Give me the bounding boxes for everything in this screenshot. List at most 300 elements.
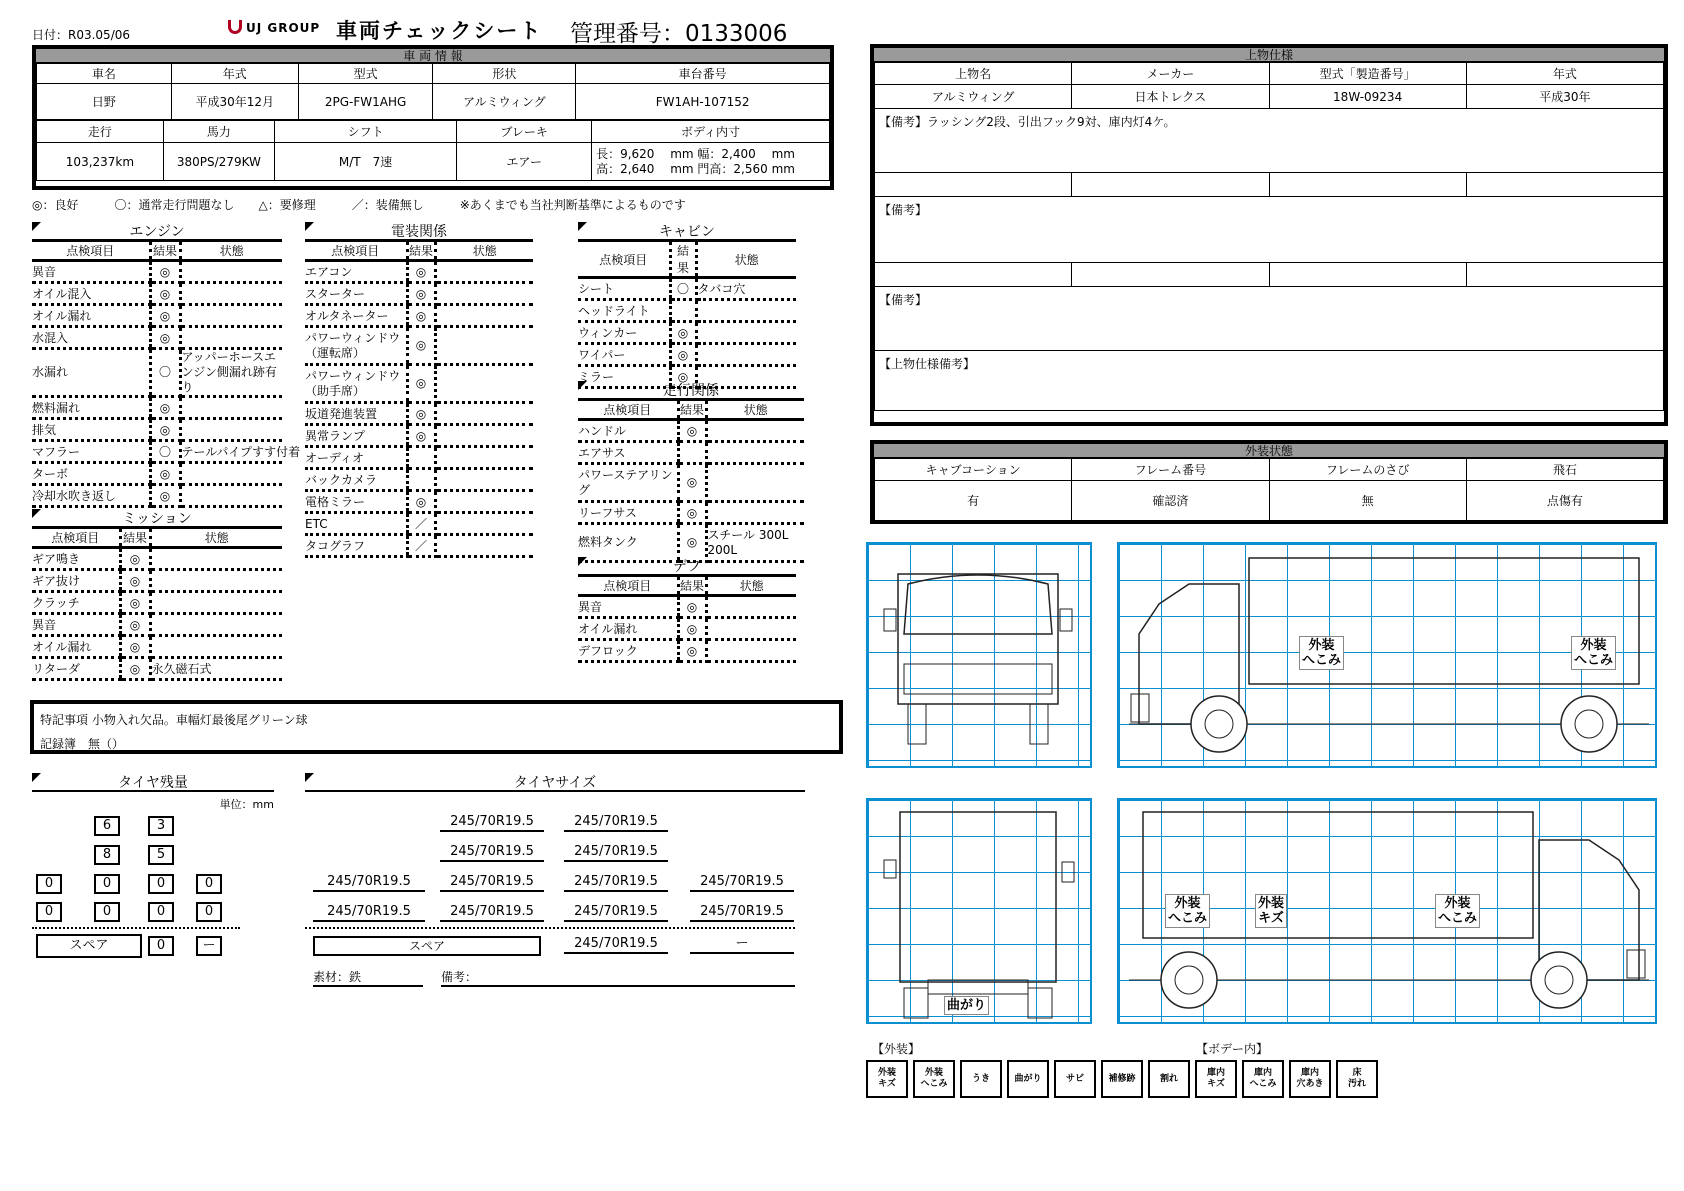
exterior-panel (870, 440, 1668, 524)
vehicle-info-band: 車 両 情 報 (36, 49, 830, 63)
col-state: 状態 (706, 400, 804, 420)
date-label: 日付：R03.05/06 (32, 28, 131, 42)
check-state (435, 513, 533, 535)
vehicle-value: 103,237km (37, 143, 164, 181)
tyre-size: 245/70R19.5 (690, 904, 794, 922)
mission-section (32, 508, 282, 681)
tyre-size: 245/70R19.5 (440, 814, 544, 832)
check-result: ◎ (120, 548, 150, 570)
check-result: 〇 (150, 349, 180, 397)
check-item: ウィンカー (578, 322, 670, 344)
section-title: エンジン (129, 224, 185, 240)
check-item: マフラー (32, 441, 150, 463)
vehicle-value: 日野 (37, 84, 172, 120)
check-state (180, 261, 282, 283)
damage-marker: 外装 へこみ (1299, 636, 1344, 670)
vehicle-header: 車台番号 (576, 64, 830, 84)
spare-depth: ー (196, 936, 222, 956)
spare-depth: 0 (148, 936, 174, 956)
tyre-size-divider (305, 927, 795, 929)
check-result: ◎ (678, 640, 706, 662)
vehicle-value: エアー (457, 143, 592, 181)
vehicle-info-panel (32, 45, 834, 190)
body-spec-table (874, 62, 1664, 411)
truck-front-diagram (866, 542, 1092, 768)
check-item: オーディオ (305, 447, 407, 469)
check-state (706, 442, 804, 464)
body-key-label: 【ボデー内】 (1196, 1042, 1269, 1056)
check-row (305, 305, 533, 327)
check-result: ／ (407, 513, 435, 535)
check-row (32, 485, 282, 507)
body-note: 【備考】ラッシング2段、引出フック9対、庫内灯4ケ。 (875, 109, 1664, 173)
check-row (305, 403, 533, 425)
check-row (32, 548, 282, 570)
check-result (670, 300, 696, 322)
col-item: 点検項目 (578, 241, 670, 278)
page-title: 車両チェックシート (336, 19, 543, 43)
check-item: ターボ (32, 463, 150, 485)
check-row (305, 469, 533, 491)
check-result: ◎ (678, 502, 706, 524)
damage-marker: 外装 へこみ (1571, 636, 1616, 670)
damage-key-box: 曲がり (1007, 1060, 1049, 1098)
check-item: ヘッドライト (578, 300, 670, 322)
truck-right-diagram (1117, 798, 1657, 1024)
check-row (305, 535, 533, 557)
damage-key-box: 外装 キズ (866, 1060, 908, 1098)
col-result: 結果 (670, 241, 696, 278)
truck-rear-drawing (868, 800, 1094, 1026)
vehicle-header: 年式 (171, 64, 298, 84)
check-state (180, 463, 282, 485)
vehicle-info-table-2 (36, 120, 830, 181)
body-spec-header: 型式「製造番号」 (1269, 63, 1466, 85)
check-item: デフロック (578, 640, 678, 662)
check-state (150, 548, 282, 570)
check-result: ◎ (120, 570, 150, 592)
check-item: パワーウィンドウ（運転席） (305, 327, 407, 365)
check-item: シート (578, 278, 670, 300)
tyre-size: 245/70R19.5 (564, 874, 668, 892)
check-result: ◎ (407, 327, 435, 365)
check-row (32, 570, 282, 592)
check-result: ◎ (150, 485, 180, 507)
tyre-size: 245/70R19.5 (440, 874, 544, 892)
check-state (435, 283, 533, 305)
section-title: ミッション (122, 511, 192, 527)
check-state (150, 636, 282, 658)
tyre-size: 245/70R19.5 (564, 844, 668, 862)
col-result: 結果 (678, 400, 706, 420)
empty-cell (1072, 173, 1269, 197)
col-state: 状態 (435, 241, 533, 261)
body-spec-value: 平成30年 (1466, 85, 1663, 109)
check-row (32, 614, 282, 636)
col-result: 結果 (120, 528, 150, 548)
check-result: ◎ (678, 618, 706, 640)
check-state (696, 322, 796, 344)
check-result: ◎ (678, 524, 706, 562)
col-item: 点検項目 (578, 576, 678, 596)
tyre-depth: 0 (94, 902, 120, 922)
check-item: オイル漏れ (578, 618, 678, 640)
check-item: オルタネーター (305, 305, 407, 327)
check-row (578, 344, 796, 366)
damage-key-box: 庫内 へこみ (1242, 1060, 1284, 1098)
tyre-depth: 0 (36, 902, 62, 922)
check-row (578, 420, 804, 442)
check-row (578, 502, 804, 524)
truck-front-drawing (868, 544, 1094, 770)
check-state (706, 640, 796, 662)
vehicle-value: 380PS/279KW (163, 143, 274, 181)
check-item: 冷却水吹き返し (32, 485, 150, 507)
body-spec-value: 日本トレクス (1072, 85, 1269, 109)
empty-cell (1072, 263, 1269, 287)
vehicle-value: アルミウィング (433, 84, 576, 120)
check-row (305, 261, 533, 283)
check-result: ◎ (407, 283, 435, 305)
logo-text: UJ GROUP (246, 21, 321, 35)
check-result: ◎ (407, 425, 435, 447)
check-row (305, 425, 533, 447)
col-result: 結果 (678, 576, 706, 596)
cabin-section (578, 221, 796, 389)
tyre-unit: 単位：mm (219, 798, 274, 811)
check-item: 水混入 (32, 327, 150, 349)
col-item: 点検項目 (578, 400, 678, 420)
check-item: オイル漏れ (32, 636, 120, 658)
check-state: タバコ穴 (696, 278, 796, 300)
check-state: アッパーホースエンジン側漏れ跡有り (180, 349, 282, 397)
vehicle-header: 走行 (37, 121, 164, 143)
tyre-depth: 0 (94, 874, 120, 894)
diff-section (578, 556, 796, 663)
check-result: ／ (407, 535, 435, 557)
body-spec-value: 18W-09234 (1269, 85, 1466, 109)
check-result: ◎ (407, 403, 435, 425)
vehicle-header: シフト (274, 121, 456, 143)
check-row (578, 322, 796, 344)
check-result (407, 469, 435, 491)
special-notes-box (30, 700, 843, 754)
vehicle-info-table-1 (36, 63, 830, 120)
section-title: タイヤサイズ (513, 775, 597, 791)
check-item: ハンドル (578, 420, 678, 442)
body-note: 【備考】 (875, 197, 1664, 263)
spare-label: スペア (36, 934, 142, 958)
col-state: 状態 (706, 576, 796, 596)
check-state (435, 447, 533, 469)
tyre-size: 245/70R19.5 (564, 814, 668, 832)
vehicle-header: 型式 (298, 64, 433, 84)
col-state: 状態 (696, 241, 796, 278)
check-result: ◎ (150, 261, 180, 283)
check-item: バックカメラ (305, 469, 407, 491)
check-result (678, 442, 706, 464)
col-item: 点検項目 (32, 241, 150, 261)
check-result: ◎ (407, 305, 435, 327)
check-state (706, 464, 804, 502)
check-state (435, 535, 533, 557)
check-state (706, 420, 804, 442)
spare-size: 245/70R19.5 (564, 936, 668, 954)
damage-key-box: 割れ (1148, 1060, 1190, 1098)
vehicle-value: M/T 7速 (274, 143, 456, 181)
check-state (180, 327, 282, 349)
check-row (32, 419, 282, 441)
check-row (305, 491, 533, 513)
exterior-value: 確認済 (1072, 481, 1269, 521)
check-result (407, 447, 435, 469)
check-item: 異音 (32, 261, 150, 283)
exterior-value: 無 (1269, 481, 1466, 521)
check-result: ◎ (407, 365, 435, 403)
check-state (150, 592, 282, 614)
damage-key-box: 庫内 キズ (1195, 1060, 1237, 1098)
col-item: 点検項目 (305, 241, 407, 261)
check-state (435, 491, 533, 513)
check-row (32, 658, 282, 680)
body-spec-header: メーカー (1072, 63, 1269, 85)
check-row (32, 283, 282, 305)
check-row (32, 592, 282, 614)
check-row (32, 397, 282, 419)
check-row (578, 300, 796, 322)
check-state (706, 618, 796, 640)
damage-key-box: サビ (1054, 1060, 1096, 1098)
check-item: オイル混入 (32, 283, 150, 305)
body-spec-header: 年式 (1466, 63, 1663, 85)
section-title: 電装関係 (391, 224, 447, 240)
check-state (180, 485, 282, 507)
check-item: エアコン (305, 261, 407, 283)
tyre-size: 245/70R19.5 (313, 874, 425, 892)
check-item: 異常ランプ (305, 425, 407, 447)
check-result: 〇 (150, 441, 180, 463)
vehicle-header: 車名 (37, 64, 172, 84)
check-state: スチール 300L 200L (706, 524, 804, 562)
body-spec-band: 上物仕様 (874, 48, 1664, 62)
truck-left-diagram (1117, 542, 1657, 768)
empty-cell (875, 173, 1072, 197)
legend: ◎：良好 〇：通常走行問題なし △：要修理 ／：装備無し ※あくまでも当社判断基準によるものです (32, 198, 686, 212)
damage-marker: 外装 へこみ (1165, 894, 1210, 928)
check-result: ◎ (150, 305, 180, 327)
tyre-size: 245/70R19.5 (440, 904, 544, 922)
check-row (32, 261, 282, 283)
body-spec-panel (870, 44, 1668, 426)
logo-mark-icon (228, 20, 242, 34)
check-state (435, 305, 533, 327)
check-state (180, 419, 282, 441)
check-state (706, 596, 796, 618)
exterior-key-label: 【外装】 (872, 1042, 921, 1056)
check-state (696, 300, 796, 322)
spare-size: ー (690, 936, 794, 954)
tyre-depth: 0 (196, 874, 222, 894)
check-state (435, 261, 533, 283)
check-state (180, 283, 282, 305)
tyre-material: 素材：鉄 (313, 968, 423, 987)
check-state: 永久磁石式 (150, 658, 282, 680)
tyre-depth: 3 (148, 816, 174, 836)
check-result: ◎ (120, 636, 150, 658)
check-row (305, 327, 533, 365)
check-result: ◎ (120, 592, 150, 614)
truck-rear-diagram (866, 798, 1092, 1024)
mission-table (32, 526, 282, 681)
check-item: ギア鳴き (32, 548, 120, 570)
check-row (305, 513, 533, 535)
check-item: 異音 (32, 614, 120, 636)
check-result: ◎ (670, 344, 696, 366)
check-item: ギア抜け (32, 570, 120, 592)
damage-marker: 外装 キズ (1255, 894, 1287, 928)
check-result: ◎ (150, 463, 180, 485)
cabin-table (578, 239, 796, 389)
check-row (578, 640, 796, 662)
col-state: 状態 (180, 241, 282, 261)
damage-key-box: 補修跡 (1101, 1060, 1143, 1098)
check-result: ◎ (678, 420, 706, 442)
damage-key-box: 庫内 穴あき (1289, 1060, 1331, 1098)
running-section (578, 380, 804, 563)
empty-cell (1466, 263, 1663, 287)
check-result: ◎ (670, 366, 696, 388)
vehicle-value: 2PG-FW1AHG (298, 84, 433, 120)
check-item: 燃料漏れ (32, 397, 150, 419)
check-row (578, 464, 804, 502)
check-row (32, 327, 282, 349)
exterior-value: 有 (875, 481, 1072, 521)
empty-cell (1466, 173, 1663, 197)
check-state (435, 425, 533, 447)
engine-table (32, 239, 301, 508)
tyre-depth: 0 (196, 902, 222, 922)
tyre-remarks: 備考： (441, 968, 795, 987)
check-state (150, 614, 282, 636)
control-number: 管理番号：0133006 (570, 21, 788, 47)
section-title: タイヤ残量 (118, 775, 188, 791)
body-spec-header: 上物名 (875, 63, 1072, 85)
check-result: ◎ (150, 419, 180, 441)
check-item: タコグラフ (305, 535, 407, 557)
tyre-size: 245/70R19.5 (690, 874, 794, 892)
vehicle-value: 平成30年12月 (171, 84, 298, 120)
body-spec-note: 【上物仕様備考】 (875, 351, 1664, 411)
col-result: 結果 (407, 241, 435, 261)
tyre-size-section (305, 772, 805, 992)
check-row (305, 365, 533, 403)
check-item: エアサス (578, 442, 678, 464)
check-state (435, 469, 533, 491)
section-title: キャビン (659, 224, 715, 240)
check-result: ◎ (678, 596, 706, 618)
electric-table (305, 239, 533, 558)
engine-section (32, 221, 301, 508)
damage-key-row (866, 1060, 1382, 1102)
check-result: ◎ (150, 327, 180, 349)
check-state (435, 365, 533, 403)
check-row (578, 278, 796, 300)
special-notes-line: 特記事項 小物入れ欠品。車幅灯最後尾グリーン球 (40, 713, 308, 727)
check-item: リターダ (32, 658, 120, 680)
diff-table (578, 574, 796, 663)
section-title: デフ (673, 559, 701, 575)
vehicle-header: ブレーキ (457, 121, 592, 143)
check-item: 異音 (578, 596, 678, 618)
exterior-value: 点傷有 (1466, 481, 1663, 521)
check-item: パワーステアリング (578, 464, 678, 502)
check-row (32, 636, 282, 658)
check-item: オイル漏れ (32, 305, 150, 327)
body-dims-line-2: 高：2,640 mm 門高：2,560 mm (596, 161, 795, 176)
damage-key-box: 外装 へこみ (913, 1060, 955, 1098)
col-result: 結果 (150, 241, 180, 261)
check-state (180, 305, 282, 327)
vehicle-value: FW1AH-107152 (576, 84, 830, 120)
tyre-divider (32, 927, 240, 929)
check-state (435, 327, 533, 365)
exterior-header: フレームのさび (1269, 459, 1466, 481)
check-item: クラッチ (32, 592, 120, 614)
check-item: ワイパー (578, 344, 670, 366)
tyre-size: 245/70R19.5 (440, 844, 544, 862)
check-state (696, 344, 796, 366)
tyre-depth: 8 (94, 845, 120, 865)
tyre-remaining-section (32, 772, 274, 972)
section-title: 走行関係 (663, 383, 719, 399)
check-item: 坂道発進装置 (305, 403, 407, 425)
spare-size-label: スペア (313, 936, 541, 956)
check-result: ◎ (678, 464, 706, 502)
check-item: 燃料タンク (578, 524, 678, 562)
check-state (150, 570, 282, 592)
tyre-depth: 0 (36, 874, 62, 894)
check-row (32, 463, 282, 485)
check-result: ◎ (150, 283, 180, 305)
record-book-line: 記録簿 無（） (40, 737, 125, 751)
check-item: 排気 (32, 419, 150, 441)
check-item: 水漏れ (32, 349, 150, 397)
tyre-size: 245/70R19.5 (313, 904, 425, 922)
vehicle-header: 形状 (433, 64, 576, 84)
check-row (578, 618, 796, 640)
check-result: ◎ (407, 261, 435, 283)
body-note: 【備考】 (875, 287, 1664, 351)
vehicle-header: ボディ内寸 (592, 121, 830, 143)
tyre-depth: 0 (148, 874, 174, 894)
running-table (578, 398, 804, 563)
col-state: 状態 (150, 528, 282, 548)
check-result: ◎ (120, 614, 150, 636)
check-row (305, 283, 533, 305)
check-result: ◎ (407, 491, 435, 513)
exterior-band: 外装状態 (874, 444, 1664, 458)
tyre-depth: 5 (148, 845, 174, 865)
exterior-header: フレーム番号 (1072, 459, 1269, 481)
check-row (32, 305, 282, 327)
check-item: パワーウィンドウ（助手席） (305, 365, 407, 403)
exterior-table (874, 458, 1664, 521)
body-dimensions (592, 143, 830, 181)
body-dims-line-1: 長：9,620 mm 幅：2,400 mm (596, 146, 795, 161)
tyre-size: 245/70R19.5 (564, 904, 668, 922)
vehicle-header: 馬力 (163, 121, 274, 143)
check-result: 〇 (670, 278, 696, 300)
